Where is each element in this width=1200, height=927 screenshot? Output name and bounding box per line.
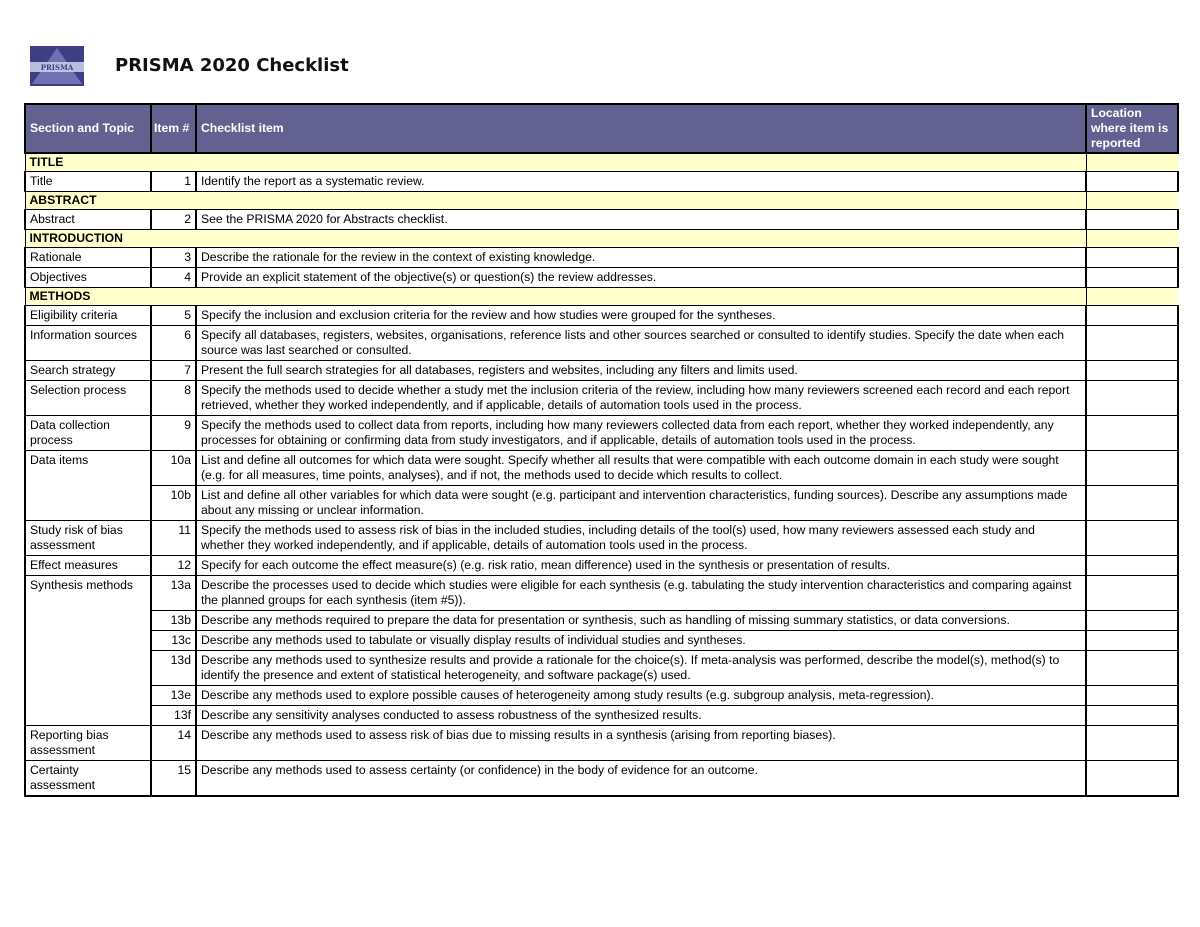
checklist-text: Describe the rationale for the review in the context of existing knowledge. (196, 248, 1086, 268)
location-cell (1086, 268, 1178, 288)
item-number: 13f (151, 706, 196, 726)
location-cell (1086, 306, 1178, 326)
item-number: 7 (151, 361, 196, 381)
section-heading: METHODS (25, 288, 1086, 306)
item-number: 13a (151, 576, 196, 611)
checklist-text: Specify the methods used to collect data from reports, including how many reviewers collected data from each report, whether they worked independently, any processes for obtaining or confirming data from study investigators, and if applicable, details of automation tools used in the process. (196, 416, 1086, 451)
table-row (25, 576, 1178, 611)
checklist-table (24, 103, 1179, 797)
topic-cell: Search strategy (25, 361, 151, 381)
item-number: 12 (151, 556, 196, 576)
topic-cell: Effect measures (25, 556, 151, 576)
item-number: 8 (151, 381, 196, 416)
location-cell (1086, 726, 1178, 761)
item-number: 5 (151, 306, 196, 326)
location-cell (1086, 651, 1178, 686)
checklist-text: Describe any sensitivity analyses conducted to assess robustness of the synthesized results. (196, 706, 1086, 726)
location-cell (1086, 521, 1178, 556)
location-cell (1086, 153, 1178, 172)
item-number: 10b (151, 486, 196, 521)
table-row (25, 361, 1178, 381)
section-row-abstract (25, 192, 1178, 210)
location-cell (1086, 416, 1178, 451)
location-cell (1086, 288, 1178, 306)
checklist-text: Describe any methods used to assess certainty (or confidence) in the body of evidence for an outcome. (196, 761, 1086, 797)
section-heading: INTRODUCTION (25, 230, 1086, 248)
item-number: 6 (151, 326, 196, 361)
topic-cell: Reporting bias assessment (25, 726, 151, 761)
table-row (25, 651, 1178, 686)
location-cell (1086, 556, 1178, 576)
item-number: 3 (151, 248, 196, 268)
checklist-text: Describe any methods used to assess risk of bias due to missing results in a synthesis (arising from reporting biases). (196, 726, 1086, 761)
table-row (25, 416, 1178, 451)
location-cell (1086, 248, 1178, 268)
checklist-text: Specify for each outcome the effect measure(s) (e.g. risk ratio, mean difference) used in the synthesis or presentation of results. (196, 556, 1086, 576)
table-row (25, 326, 1178, 361)
column-header-location: Location where item is reported (1086, 104, 1178, 153)
topic-cell: Rationale (25, 248, 151, 268)
table-row (25, 451, 1178, 486)
topic-cell: Certainty assessment (25, 761, 151, 797)
location-cell (1086, 172, 1178, 192)
item-number: 11 (151, 521, 196, 556)
topic-cell: Study risk of bias assessment (25, 521, 151, 556)
section-row-methods (25, 288, 1178, 306)
checklist-text: List and define all outcomes for which data were sought. Specify whether all results that were compatible with each outcome domain in each study were sought (e.g. for all measures, time points, analyses), and if not, the methods used to decide which results to collect. (196, 451, 1086, 486)
location-cell (1086, 706, 1178, 726)
checklist-text: Specify the methods used to assess risk of bias in the included studies, including details of the tool(s) used, how many reviewers assessed each study and whether they worked independently, and if applicable, details of automation tools used in the process. (196, 521, 1086, 556)
topic-cell: Eligibility criteria (25, 306, 151, 326)
page-title: PRISMA 2020 Checklist (115, 55, 349, 76)
checklist-text: Present the full search strategies for all databases, registers and websites, including any filters and limits used. (196, 361, 1086, 381)
checklist-text: Specify all databases, registers, websites, organisations, reference lists and other sources searched or consulted to identify studies. Specify the date when each source was last searched or consulted. (196, 326, 1086, 361)
column-header-section: Section and Topic (25, 104, 151, 153)
table-row (25, 486, 1178, 521)
table-row (25, 726, 1178, 761)
checklist-text: Describe the processes used to decide which studies were eligible for each synthesis (e.g. tabulating the study intervention characteristics and comparing against the planned groups for each synthesis (item #5)). (196, 576, 1086, 611)
topic-cell: Title (25, 172, 151, 192)
table-row (25, 521, 1178, 556)
item-number: 13c (151, 631, 196, 651)
topic-cell: Abstract (25, 210, 151, 230)
location-cell (1086, 486, 1178, 521)
item-number: 13e (151, 686, 196, 706)
checklist-text: Provide an explicit statement of the objective(s) or question(s) the review addresses. (196, 268, 1086, 288)
item-number: 4 (151, 268, 196, 288)
section-row-title (25, 153, 1178, 172)
checklist-text: Describe any methods required to prepare the data for presentation or synthesis, such as handling of missing summary statistics, or data conversions. (196, 611, 1086, 631)
table-row (25, 611, 1178, 631)
item-number: 13d (151, 651, 196, 686)
location-cell (1086, 686, 1178, 706)
item-number: 2 (151, 210, 196, 230)
table-row (25, 556, 1178, 576)
checklist-text: Describe any methods used to synthesize results and provide a rationale for the choice(s). If meta-analysis was performed, describe the model(s), method(s) to identify the presence and extent of statistical heterogeneity, and software package(s) used. (196, 651, 1086, 686)
column-header-checklist: Checklist item (196, 104, 1086, 153)
topic-cell: Selection process (25, 381, 151, 416)
topic-cell: Data items (25, 451, 151, 521)
item-number: 9 (151, 416, 196, 451)
checklist-text: Describe any methods used to tabulate or visually display results of individual studies and syntheses. (196, 631, 1086, 651)
item-number: 1 (151, 172, 196, 192)
location-cell (1086, 381, 1178, 416)
topic-cell: Data collection process (25, 416, 151, 451)
table-row (25, 706, 1178, 726)
location-cell (1086, 761, 1178, 797)
table-row (25, 248, 1178, 268)
location-cell (1086, 611, 1178, 631)
table-row (25, 381, 1178, 416)
checklist-text: Specify the methods used to decide whether a study met the inclusion criteria of the review, including how many reviewers screened each record and each report retrieved, whether they worked independently, and if applicable, details of automation tools used in the process. (196, 381, 1086, 416)
checklist-text: See the PRISMA 2020 for Abstracts checklist. (196, 210, 1086, 230)
location-cell (1086, 192, 1178, 210)
item-number: 13b (151, 611, 196, 631)
location-cell (1086, 576, 1178, 611)
section-heading: ABSTRACT (25, 192, 1086, 210)
table-header-row (25, 104, 1178, 153)
table-row (25, 306, 1178, 326)
table-row (25, 761, 1178, 797)
logo-text: PRISMA (40, 63, 74, 72)
table-row (25, 210, 1178, 230)
table-row (25, 686, 1178, 706)
section-heading: TITLE (25, 153, 1086, 172)
location-cell (1086, 631, 1178, 651)
checklist-text: Specify the inclusion and exclusion criteria for the review and how studies were grouped for the syntheses. (196, 306, 1086, 326)
section-row-introduction (25, 230, 1178, 248)
prisma-logo (30, 46, 84, 86)
topic-cell: Objectives (25, 268, 151, 288)
location-cell (1086, 451, 1178, 486)
table-row (25, 631, 1178, 651)
location-cell (1086, 326, 1178, 361)
checklist-text: Describe any methods used to explore possible causes of heterogeneity among study results (e.g. subgroup analysis, meta-regression). (196, 686, 1086, 706)
column-header-item: Item # (151, 104, 196, 153)
location-cell (1086, 230, 1178, 248)
table-row (25, 268, 1178, 288)
location-cell (1086, 210, 1178, 230)
checklist-text: List and define all other variables for which data were sought (e.g. participant and intervention characteristics, funding sources). Describe any assumptions made about any missing or unclear information. (196, 486, 1086, 521)
topic-cell: Information sources (25, 326, 151, 361)
item-number: 15 (151, 761, 196, 797)
location-cell (1086, 361, 1178, 381)
item-number: 14 (151, 726, 196, 761)
checklist-text: Identify the report as a systematic review. (196, 172, 1086, 192)
item-number: 10a (151, 451, 196, 486)
table-row (25, 172, 1178, 192)
topic-cell: Synthesis methods (25, 576, 151, 726)
